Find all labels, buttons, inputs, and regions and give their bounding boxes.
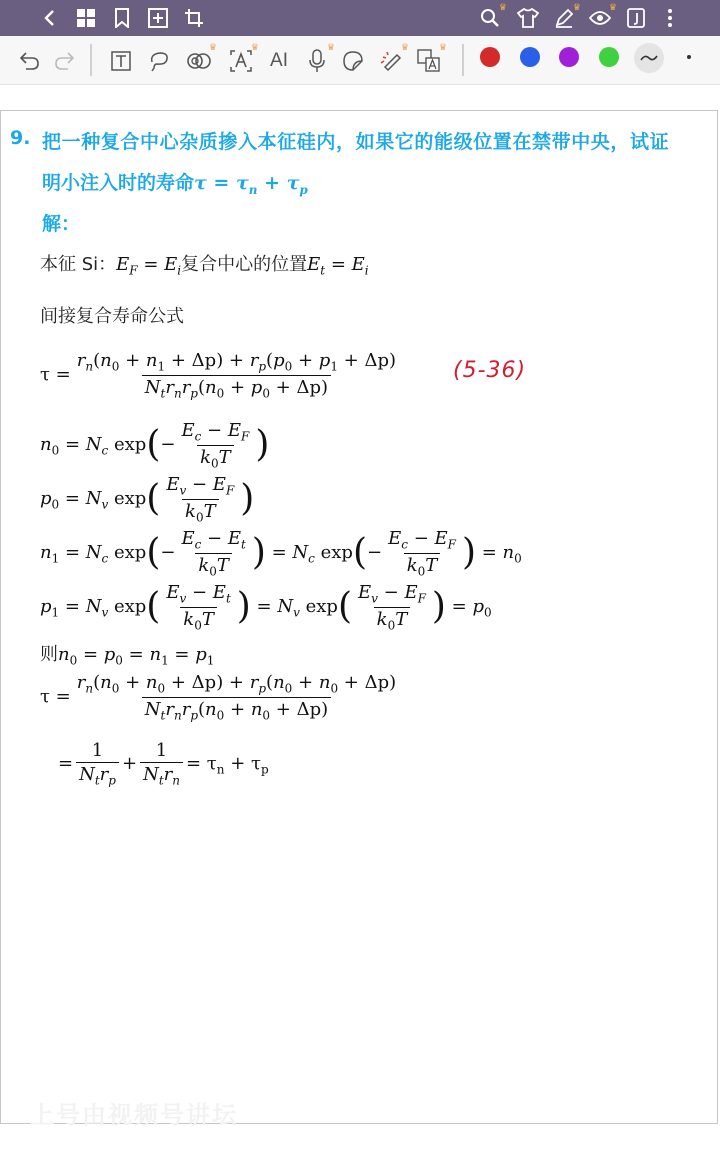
add-page-icon[interactable] — [146, 6, 170, 30]
watermark: 上号由视频号讲坛 — [30, 1101, 238, 1129]
ai-label[interactable]: AI — [270, 50, 288, 71]
then-line: 则$n_0 = p_0 = n_1 = p_1$ — [40, 644, 215, 668]
undo-icon[interactable] — [16, 48, 42, 74]
n0-formula: $n_0 = N_c$ exp(− $\frac{E_c - E_F}{k_0T}$ ) — [40, 420, 270, 471]
toolbar-separator — [462, 44, 464, 76]
indirect-label: 间接复合寿命公式 — [40, 306, 184, 327]
shirt-icon[interactable] — [516, 6, 540, 30]
lasso-icon[interactable] — [146, 48, 172, 74]
tau-formula-substituted: τ = $\frac{r_n(n_0 + n_0 + \Delta p) + r_p(n_0 + n_0 + \Delta p)}{N_tr_nr_p(n_0 + n_0 + \Delta p)}$ — [40, 672, 397, 723]
question-number: 9. — [10, 127, 31, 149]
solution-label: 解： — [42, 213, 81, 235]
pen-color-blue[interactable] — [520, 47, 540, 67]
handwritten-note: (5-36) — [453, 358, 527, 383]
search-icon[interactable]: ♛ — [478, 6, 502, 30]
question-line-2-text: 明小注入时的寿命 — [42, 172, 195, 194]
redo-icon[interactable] — [52, 48, 78, 74]
text-recognize-icon[interactable]: ♛ — [228, 48, 254, 74]
sticker-icon[interactable] — [340, 48, 366, 74]
bookmark-icon[interactable] — [110, 6, 134, 30]
p0-formula: $p_0 = N_v$ exp( $\frac{E_v - E_F}{k_0T}$ ) — [40, 474, 255, 525]
grid-icon[interactable] — [74, 6, 98, 30]
eye-icon[interactable]: ♛ — [588, 6, 612, 30]
laser-icon[interactable]: ♛ — [378, 48, 404, 74]
p1-formula: $p_1 = N_v$ exp( $\frac{E_v - E_t}{k_0T}$ ) = $N_v$ exp( $\frac{E_v - E_F}{k_0T}$ ) = $p_0$ — [40, 582, 492, 633]
app-top-bar — [0, 0, 720, 36]
notebook-icon[interactable] — [624, 6, 648, 30]
toolbar-separator — [90, 44, 92, 76]
n1-formula: $n_1 = N_c$ exp(− $\frac{E_c - E_t}{k_0T}$ ) = $N_c$ exp(− $\frac{E_c - E_F}{k_0T}$ ) = $n_0$ — [40, 528, 522, 579]
intrinsic-mid: 复合中心的位置 — [181, 254, 308, 275]
ocr-icon[interactable]: ♛ — [186, 48, 212, 74]
crop-icon[interactable] — [182, 6, 206, 30]
pen-icon[interactable]: ♛ — [552, 6, 576, 30]
pen-color-green[interactable] — [599, 47, 619, 67]
tau-result: = $\frac{1}{N_tr_p}$ + $\frac{1}{N_tr_n}$ = $\tau_n + \tau_p$ — [58, 740, 269, 788]
then-label: 则 — [40, 644, 58, 665]
intrinsic-line: 本征 Si：$E_F = E_i$复合中心的位置$E_t = E_i$ — [40, 254, 369, 278]
microphone-icon[interactable]: ♛ — [304, 48, 330, 74]
pen-color-purple[interactable] — [559, 47, 579, 67]
more-icon[interactable] — [658, 6, 682, 30]
back-icon[interactable] — [38, 6, 62, 30]
pen-color-red[interactable] — [480, 47, 500, 67]
intrinsic-prefix: 本征 Si： — [40, 254, 117, 275]
question-line-1: 把一种复合中心杂质掺入本征硅内，如果它的能级位置在禁带中央，试证 — [42, 131, 670, 153]
translate-icon[interactable]: ♛ — [416, 48, 442, 74]
tau-formula: τ = $\frac{r_n(n_0 + n_1 + \Delta p) + r_p(p_0 + p_1 + \Delta p)}{N_tr_nr_p(n_0 + p_0 + \Delta p)}$ — [40, 350, 397, 401]
question-line-2: 明小注入时的寿命$\tau = \tau_n + \tau_p$ — [42, 172, 308, 197]
text-box-icon[interactable] — [108, 48, 134, 74]
pen-size-dot[interactable] — [687, 55, 691, 59]
pen-stroke-style[interactable] — [634, 43, 664, 73]
